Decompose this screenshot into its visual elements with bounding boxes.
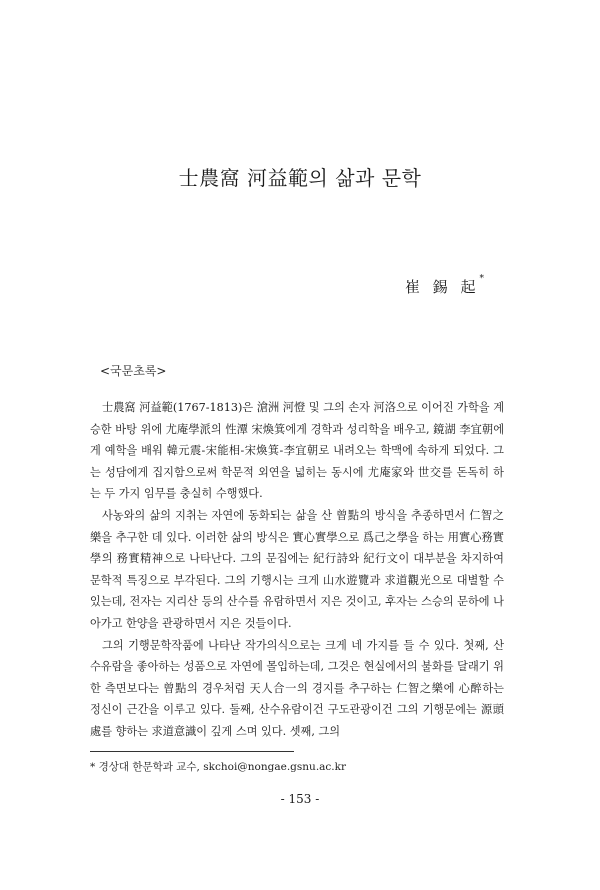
author-name	[405, 276, 484, 297]
abstract-paragraph-2: 사농와의 삶의 지취는 자연에 동화되는 삶을 산 曾點의 방식을 추종하면서 仁智之樂을 추구한 데 있다. 이러한 삶의 방식은 實心實學으로 爲己之學을 하는 用實心務實學의 務實精神으로 나타난다. 그의 문집에는 紀行詩와 紀行文이 대부분을 차지하여 문학적 특징으로 부각된다. 그의 기행시는 크게 山水遊覽과 求道觀光으로 대별할 수 있는데, 전자는 지리산 등의 산수를 유람하면서 지은 것이고, 후자는 스승의 문하에 나아가고 한양을 관광하면서 지은 것들이다.	[90, 508, 504, 630]
abstract-heading: <국문초록>	[100, 364, 167, 378]
article-title: 士農窩 河益範의 삶과 문학	[178, 166, 422, 190]
page-number: - 153 -	[280, 792, 320, 806]
author-name-text: 崔 錫 起	[404, 278, 480, 296]
abstract-paragraph-3: 그의 기행문학작품에 나타난 작가의식으로는 크게 네 가지를 들 수 있다. 첫째, 산수유람을 좋아하는 성품으로 자연에 몰입하는데, 그것은 현실에서의 불화를 달래기 위한 측면보다는 曾點의 경우처럼 天人合一의 경지를 추구하는 仁智之樂에 心醉하는 정신이 근간을 이루고 있다. 둘째, 산수유람이건 구도관광이건 그의 기행문에는 源頭處를 향하는 求道意識이 깊게 스며 있다. 셋째, 그의	[90, 638, 504, 738]
footnote-divider	[90, 751, 294, 752]
footnote: * 경상대 한문학과 교수, skchoi@nongae.gsnu.ac.kr	[90, 761, 347, 773]
author-footnote-marker: *	[479, 274, 484, 284]
abstract-body	[90, 397, 504, 743]
abstract-paragraph-1: 士農窩 河益範(1767-1813)은 滄洲 河憕 및 그의 손자 河洛으로 이어진 가학을 계승한 바탕 위에 尤庵學派의 性潭 宋煥箕에게 경학과 성리학을 배우고, 鏡湖 李宜朝에게 예학을 배워 韓元震-宋能相-宋煥箕-李宜朝로 내려오는 학맥에 속하게 되었다. 그는 성담에게 집지함으로써 학문적 외연을 넓히는 동시에 尤庵家와 世交를 돈독히 하는 두 가지 임무를 충실히 수행했다.	[90, 401, 504, 501]
